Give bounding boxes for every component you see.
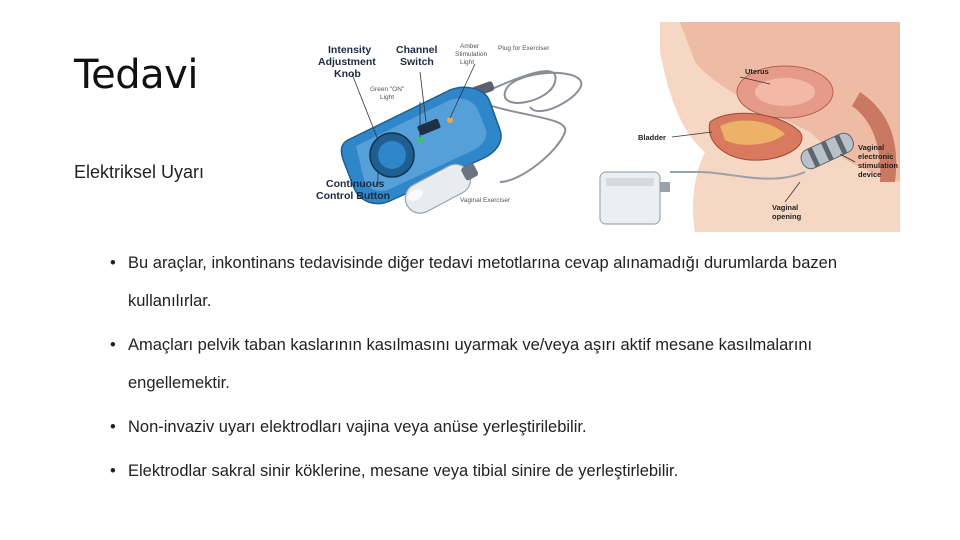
channel-label-1: Channel: [396, 44, 438, 56]
bullet-item: • Elektrodlar sakral sinir köklerine, mesane veya tibial sinire de yerleştirlebilir.: [110, 452, 910, 490]
device-label-1: Vaginal: [858, 143, 885, 152]
vaginal-opening-label-2: opening: [772, 212, 802, 221]
green-light-label-2: Light: [380, 94, 395, 101]
device-label-3: stimulation: [858, 161, 899, 170]
channel-label-2: Switch: [400, 56, 434, 68]
stimulation-device-illustration: [300, 22, 900, 232]
vaginal-opening-label-1: Vaginal: [772, 203, 799, 212]
intensity-label-2: Adjustment: [318, 56, 376, 68]
intensity-label-1: Intensity: [328, 44, 372, 56]
device-label-4: device: [858, 170, 882, 179]
bullet-item: • Bu araçlar, inkontinans tedavisinde diğer tedavi metotlarına cevap alınamadığı durumlarda bazen kullanılırlar.: [110, 244, 910, 320]
continuous-label-1: Continuous: [326, 178, 385, 190]
amber-label-1: Amber: [460, 43, 480, 50]
bullet-item: • Non-invaziv uyarı elektrodları vajina veya anüse yerleştirilebilir.: [110, 408, 910, 446]
illustration-svg: [300, 22, 900, 232]
pelvic-anatomy-drawing: [600, 22, 900, 232]
slide-title: Tedavi: [74, 52, 198, 98]
uterus-label: Uterus: [745, 67, 769, 76]
amber-label-3: Light: [460, 59, 475, 66]
intensity-label-3: Knob: [334, 68, 361, 80]
continuous-label-2: Control Button: [316, 190, 391, 202]
plug-label: Plug for Exerciser: [498, 45, 550, 52]
device-label-2: electronic: [858, 152, 894, 161]
vaginal-exerciser-label: Vaginal Exerciser: [460, 197, 511, 204]
bladder-label: Bladder: [638, 133, 666, 142]
amber-label-2: Stimulation: [455, 51, 488, 58]
slide-subtitle: Elektriksel Uyarı: [74, 162, 205, 182]
bullet-list: [110, 244, 910, 496]
green-light-label-1: Green "ON": [370, 86, 405, 93]
bullet-item: • Amaçları pelvik taban kaslarının kasılmasını uyarmak ve/veya aşırı aktif mesane kasılmalarını engellemektir.: [110, 326, 910, 402]
